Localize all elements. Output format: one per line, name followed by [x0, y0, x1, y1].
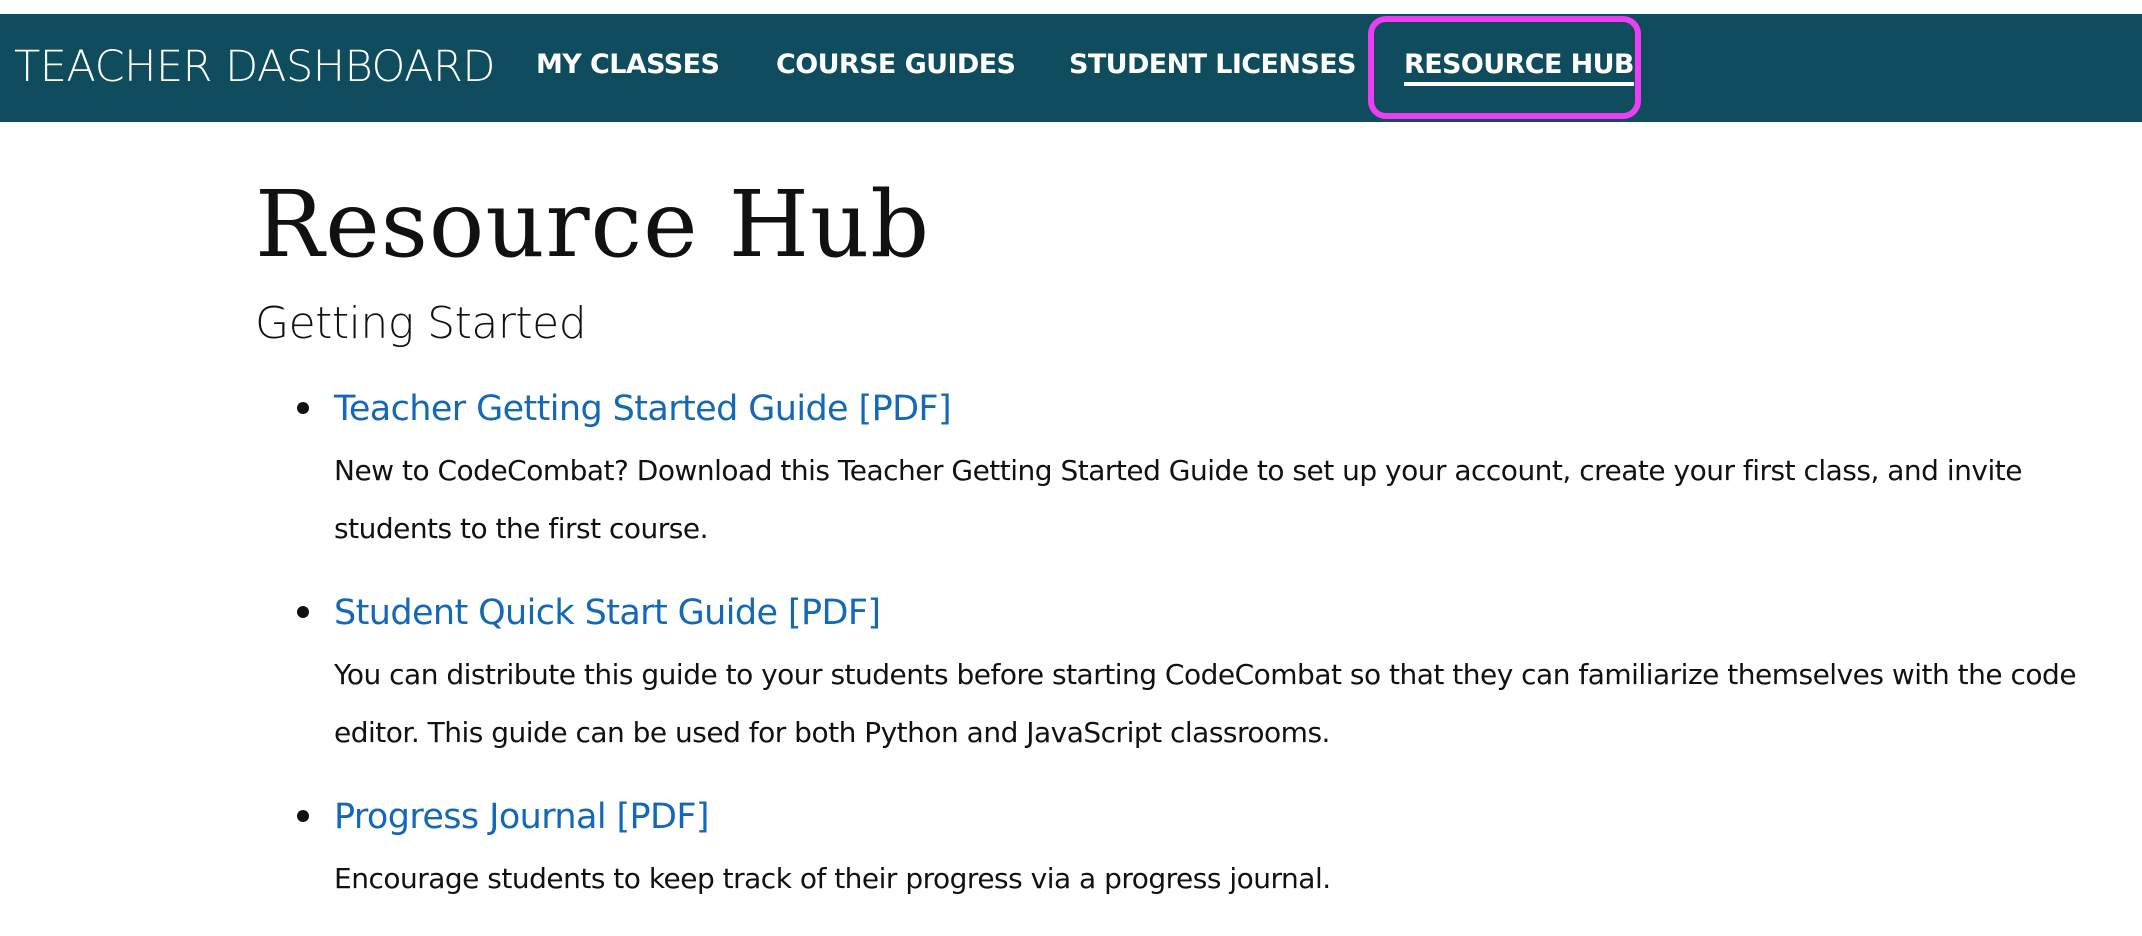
progress-journal-link[interactable]: Progress Journal [PDF] [334, 797, 709, 837]
resource-item [255, 580, 2095, 762]
nav-link-resource-hub[interactable]: RESOURCE HUB [1404, 49, 1634, 86]
resource-list [255, 376, 2095, 908]
teacher-guide-description: New to CodeCombat? Download this Teacher Getting Started Guide to set up your account, create your first class, and invite students to the first course. [334, 454, 2022, 545]
nav-link-student-licenses[interactable]: STUDENT LICENSES [1069, 49, 1356, 80]
student-guide-description: You can distribute this guide to your students before starting CodeCombat so that they can familiarize themselves with the code editor. This guide can be used for both Python and JavaScript classrooms. [334, 658, 2077, 749]
nav-link-course-guides[interactable]: COURSE GUIDES [776, 49, 1016, 80]
bullet-icon [297, 402, 309, 414]
progress-journal-description: Encourage students to keep track of their progress via a progress journal. [334, 862, 1331, 895]
student-guide-link[interactable]: Student Quick Start Guide [PDF] [334, 593, 881, 633]
top-strip [0, 0, 2142, 14]
main-content [255, 160, 2095, 930]
nav-link-my-classes[interactable]: MY CLASSES [536, 49, 720, 80]
dashboard-brand[interactable]: TEACHER DASHBOARD [14, 42, 495, 92]
resource-item [255, 784, 2095, 908]
bullet-icon [297, 606, 309, 618]
section-title: Getting Started [255, 298, 587, 349]
top-navbar [0, 14, 2142, 122]
resource-item [255, 376, 2095, 558]
page-title: Resource Hub [255, 171, 931, 278]
teacher-guide-link[interactable]: Teacher Getting Started Guide [PDF] [334, 389, 952, 429]
resource-hub-highlight [1368, 16, 1641, 119]
bullet-icon [297, 810, 309, 822]
